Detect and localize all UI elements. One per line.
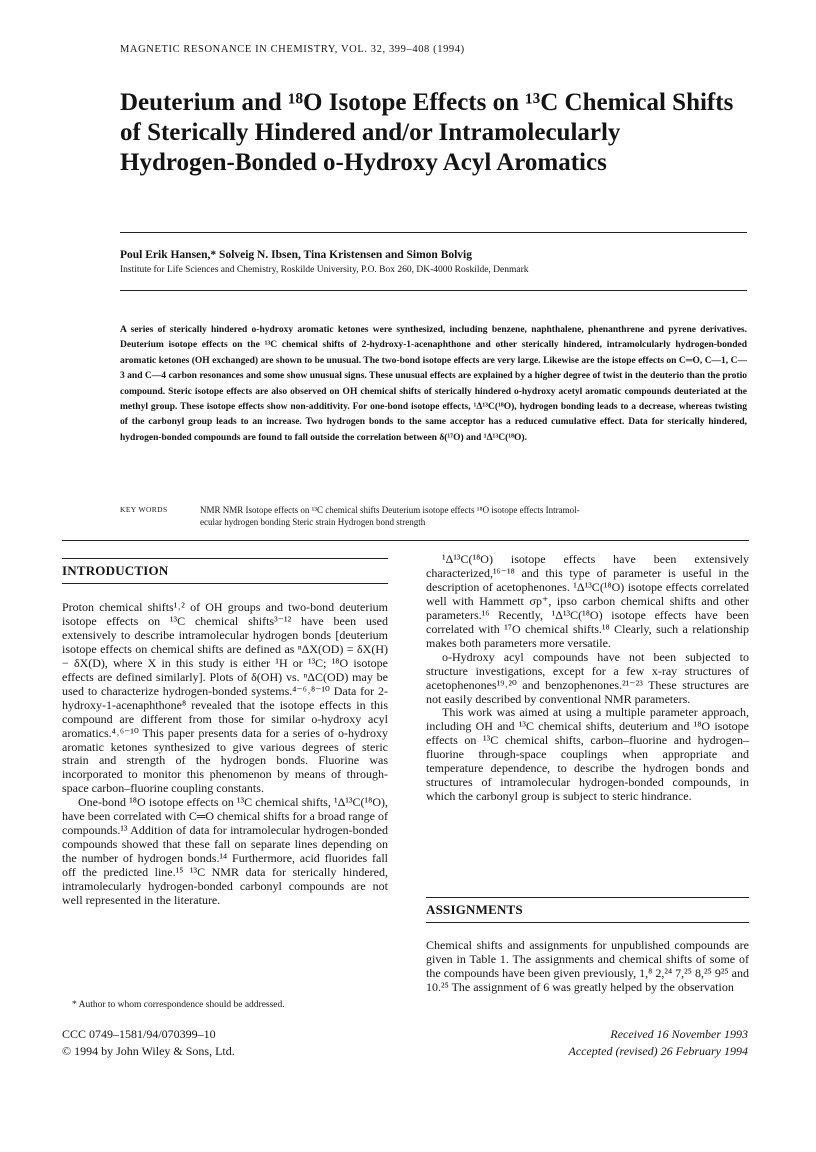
received-date: Received 16 November 1993 [610,1027,748,1041]
accepted-date: Accepted (revised) 26 February 1994 [568,1044,748,1058]
introduction-heading: INTRODUCTION [62,563,169,578]
ccc-code: CCC 0749–1581/94/070399–10 [62,1027,216,1041]
intro-rule-bottom [62,583,388,584]
assignments-body [426,939,749,995]
keywords-line-1: NMR NMR Isotope effects on ¹³C chemical shifts Deuterium isotope effects ¹⁸O isotope effects Intramol- [200,505,580,515]
author-list: Poul Erik Hansen,* Solveig N. Ibsen, Tina Kristensen and Simon Bolvig [120,249,473,261]
copyright-notice: © 1994 by John Wiley & Sons, Ltd. [62,1044,235,1058]
assign-paragraph-1: Chemical shifts and assignments for unpublished compounds are given in Table 1. The assignments and chemical shifts of some of the compounds have been given previously, 1,⁸ 2,²⁴ 7,²⁵ 8,²⁵ 9²⁵ and 10.²⁵ The assignment of 6 was greatly helped by the observation [426,938,749,994]
intro-paragraph-1: Proton chemical shifts¹˒² of OH groups and two-bond deuterium isotope effects on ¹³C chemical shifts³⁻¹² have been used extensively to describe intramolecular hydrogen bonds [deuterium isotope effects on chemical shifts are defined as ⁿΔX(OD) = δX(H) − δX(D), where X in this study is either ¹H or ¹³C; ¹⁸O isotope effects are defined similarly]. Plots of δ(OH) vs. ⁿΔC(OD) may be used to characterize hydrogen-bonded systems.⁴⁻⁶˒⁸⁻¹⁰ Data for 2-hydroxy-1-acenaphthone⁸ revealed that the isotope effects in this compound are different from those for similar o-hydroxy acyl aromatics.⁴˒⁶⁻¹⁰ This paper presents data for a series of o-hydroxy aromatic ketones synthesized to give various degrees of steric strain and strength of the hydrogen bonds. Fluorine was incorporated to monitor this phenomenon by means of through-space carbon–fluorine coupling constants. [62,600,388,796]
right-paragraph-3: This work was aimed at using a multiple parameter approach, including OH and ¹³C chemical shifts, deuterium and ¹⁸O isotope effects on ¹³C chemical shifts, carbon–fluorine and hydrogen–fluorine through-space couplings when appropriate and temperature dependence, to describe the hydrogen bonds and structures of intramolecular hydrogen-bonded compounds, in which the carbonyl group is subject to steric hindrance. [426,705,749,804]
assignments-heading: ASSIGNMENTS [426,902,523,917]
abstract-divider [62,540,749,541]
keywords-label: KEY WORDS [120,505,168,514]
right-paragraph-1: ¹Δ¹³C(¹⁸O) isotope effects have been extensively characterized,¹⁶⁻¹⁸ and this type of parameter is useful in the description of acetophenones. ¹Δ¹³C(¹⁸O) isotope effects correlated well with Hammett σp⁺, ipso carbon chemical shifts and other parameters.¹⁶ Recently, ¹Δ¹³C(¹⁸O) isotope effects have been correlated with ¹⁷O chemical shifts.¹⁸ Clearly, such a relationship makes both parameters more versatile. [426,552,749,650]
intro-paragraph-2: One-bond ¹⁸O isotope effects on ¹³C chemical shifts, ¹Δ¹³C(¹⁸O), have been correlated with C═O chemical shifts for a broad range of compounds.¹³ Addition of data for intramolecular hydrogen-bonded compounds showed that these fall on separate lines depending on the number of hydrogen bonds.¹⁴ Furthermore, acid fluorides fall off the predicted line.¹⁵ ¹³C NMR data for sterically hindered, intramolecularly hydrogen-bonded carbonyl compounds are not well represented in the literature. [62,795,388,908]
abstract: A series of sterically hindered o-hydroxy aromatic ketones were synthesized, including benzene, naphthalene, phenanthrene and pyrene derivatives. Deuterium isotope effects on the ¹³C chemical shifts of 2-hydroxy-1-acenaphthone and other sterically hindered, intramolcularly hydrogen-bonded aromatic ketones (OH exchanged) are shown to be unusual. The two-bond isotope effects are very large. Likewise are the istope effects on C═O, C—1, C—3 and C—4 carbon resonances and some show unusual signs. These unusual effects are explained by a higher degree of twist in the deuterio than the protio compound. Steric isotope effects are also observed on OH chemical shifts of sterically hindered o-hydroxy acetyl aromatic compounds deuteriated at the methyl group. These isotope effects show non-additivity. For one-bond isotope effects, ¹Δ¹³C(¹⁸O), hydrogen bonding leads to a decrease, whereas twisting of the carbonyl group leads to an increase. Two hydrogen bonds to the same acceptor has a reduced cumulative effect. Data for sterically hindered, hydrogen-bonded compounds are found to fall outside the correlation between δ(¹⁷O) and ¹Δ¹³C(¹⁸O). [120,325,747,443]
right-column-body [426,553,749,804]
intro-rule-top [62,558,388,559]
assign-rule-top [426,897,749,898]
keywords-line-2: ecular hydrogen bonding Steric strain Hydrogen bond strength [200,517,426,527]
article-title: Deuterium and ¹⁸O Isotope Effects on ¹³C Chemical Shifts of Sterically Hindered and/or Intramolecularly Hydrogen-Bonded o-Hydroxy Acyl Aromatics [120,89,734,176]
assign-rule-bottom [426,922,749,923]
title-divider [120,232,747,233]
introduction-body [62,601,388,908]
correspondence-footnote: * Author to whom correspondence should be addressed. [72,1000,285,1010]
journal-header: MAGNETIC RESONANCE IN CHEMISTRY, VOL. 32, 399–408 (1994) [120,44,465,55]
author-divider [120,290,747,291]
right-paragraph-2: o-Hydroxy acyl compounds have not been subjected to structure investigations, except for a few x-ray structures of acetophenones¹⁹˒²⁰ and benzophenones.²¹⁻²³ These structures are not easily described by conventional NMR parameters. [426,649,749,706]
affiliation: Institute for Life Sciences and Chemistry, Roskilde University, P.O. Box 260, DK-4000 Roskilde, Denmark [120,265,529,275]
